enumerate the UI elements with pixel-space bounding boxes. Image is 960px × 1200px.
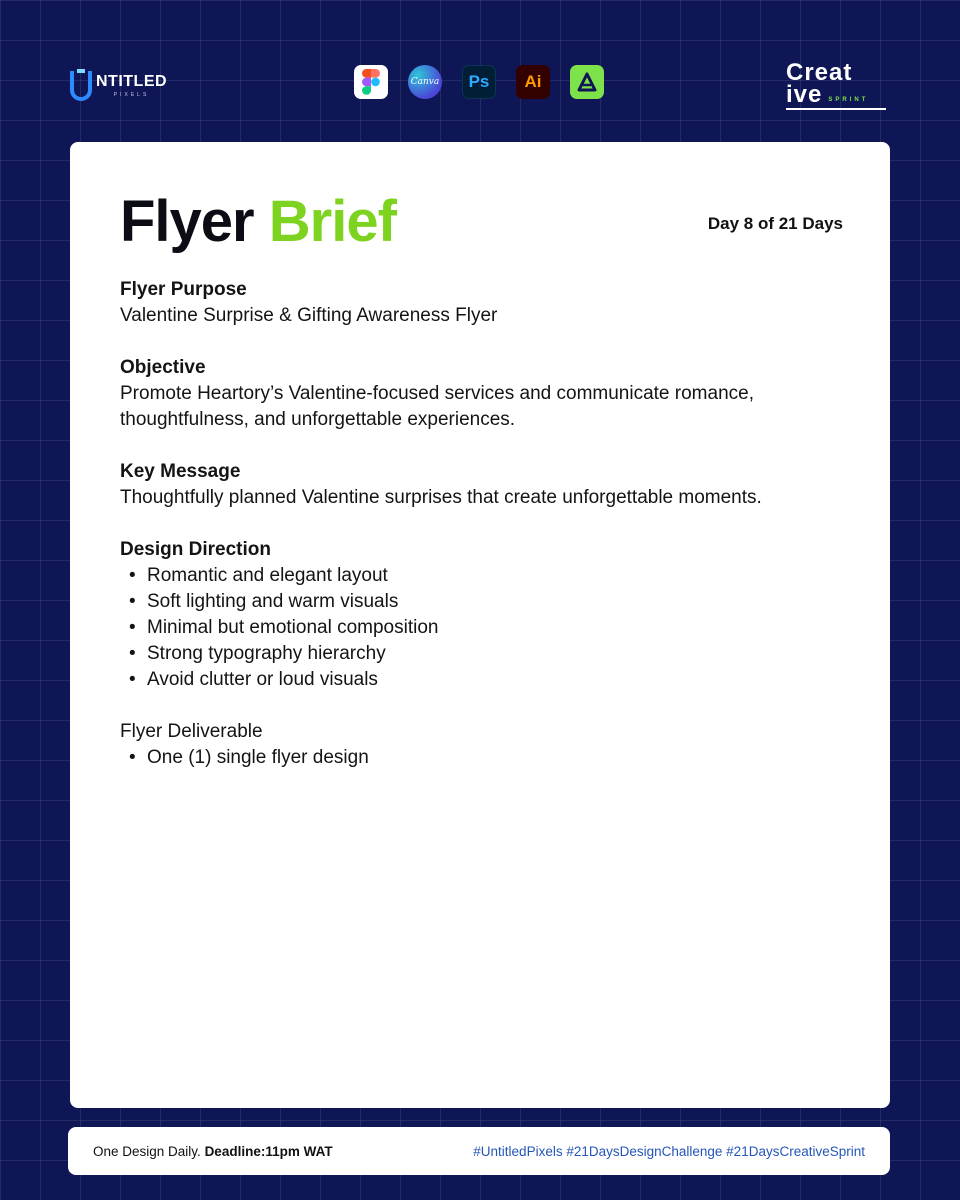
- footer-tagline: [93, 1144, 333, 1159]
- affinity-icon: [570, 65, 604, 99]
- creative-sprint-logo: [786, 59, 890, 110]
- photoshop-icon: Ps: [462, 65, 496, 99]
- objective-body: Promote Heartory’s Valentine-focused services and communicate romance, thoughtfulness, and unforgettable experiences.: [120, 383, 754, 430]
- purpose-body: Valentine Surprise & Gifting Awareness Flyer: [120, 305, 498, 326]
- footer-hashtags: #UntitledPixels #21DaysDesignChallenge #21DaysCreativeSprint: [473, 1143, 865, 1159]
- logo-line-1: Creat: [786, 59, 853, 86]
- illustrator-icon: Ai: [516, 65, 550, 99]
- logo-subtext: PIXELS: [113, 92, 150, 98]
- u-logo-icon: [70, 71, 92, 101]
- objective-heading: Objective: [120, 357, 206, 378]
- design-direction-heading: Design Direction: [120, 539, 271, 560]
- deliverable-list: [120, 745, 850, 771]
- title-part-1: Flyer: [120, 189, 254, 254]
- footer-bar: [68, 1127, 890, 1175]
- header: [0, 0, 960, 130]
- page-title: [120, 190, 396, 254]
- untitled-pixels-logo: [70, 68, 180, 104]
- list-item: • Romantic and elegant layout: [120, 563, 850, 589]
- footer-slogan: One Design Daily.: [93, 1143, 201, 1159]
- logo-underline: [786, 108, 886, 110]
- list-item: • Minimal but emotional composition: [120, 615, 850, 641]
- key-message-body: Thoughtfully planned Valentine surprises that create unforgettable moments.: [120, 487, 762, 508]
- key-message-heading: Key Message: [120, 461, 241, 482]
- deliverable-heading: Flyer Deliverable: [120, 721, 263, 742]
- logo-wordmark: NTITLED: [96, 73, 168, 90]
- canva-icon: Canva: [408, 65, 442, 99]
- list-item: • Avoid clutter or loud visuals: [120, 667, 850, 693]
- brief-content: [120, 277, 850, 797]
- figma-icon: [354, 65, 388, 99]
- title-part-2: Brief: [268, 189, 396, 254]
- brief-card: [70, 142, 890, 1108]
- logo-line-2: ive: [786, 81, 823, 108]
- day-counter: Day 8 of 21 Days: [707, 214, 843, 233]
- design-direction-list: [120, 563, 850, 693]
- list-item: • Strong typography hierarchy: [120, 641, 850, 667]
- footer-deadline: Deadline:11pm WAT: [204, 1143, 333, 1159]
- list-item: • One (1) single flyer design: [120, 745, 850, 771]
- logo-sprint-text: SPRINT: [828, 97, 869, 103]
- purpose-heading: Flyer Purpose: [120, 279, 247, 300]
- tool-icons: [354, 65, 604, 99]
- list-item: • Soft lighting and warm visuals: [120, 589, 850, 615]
